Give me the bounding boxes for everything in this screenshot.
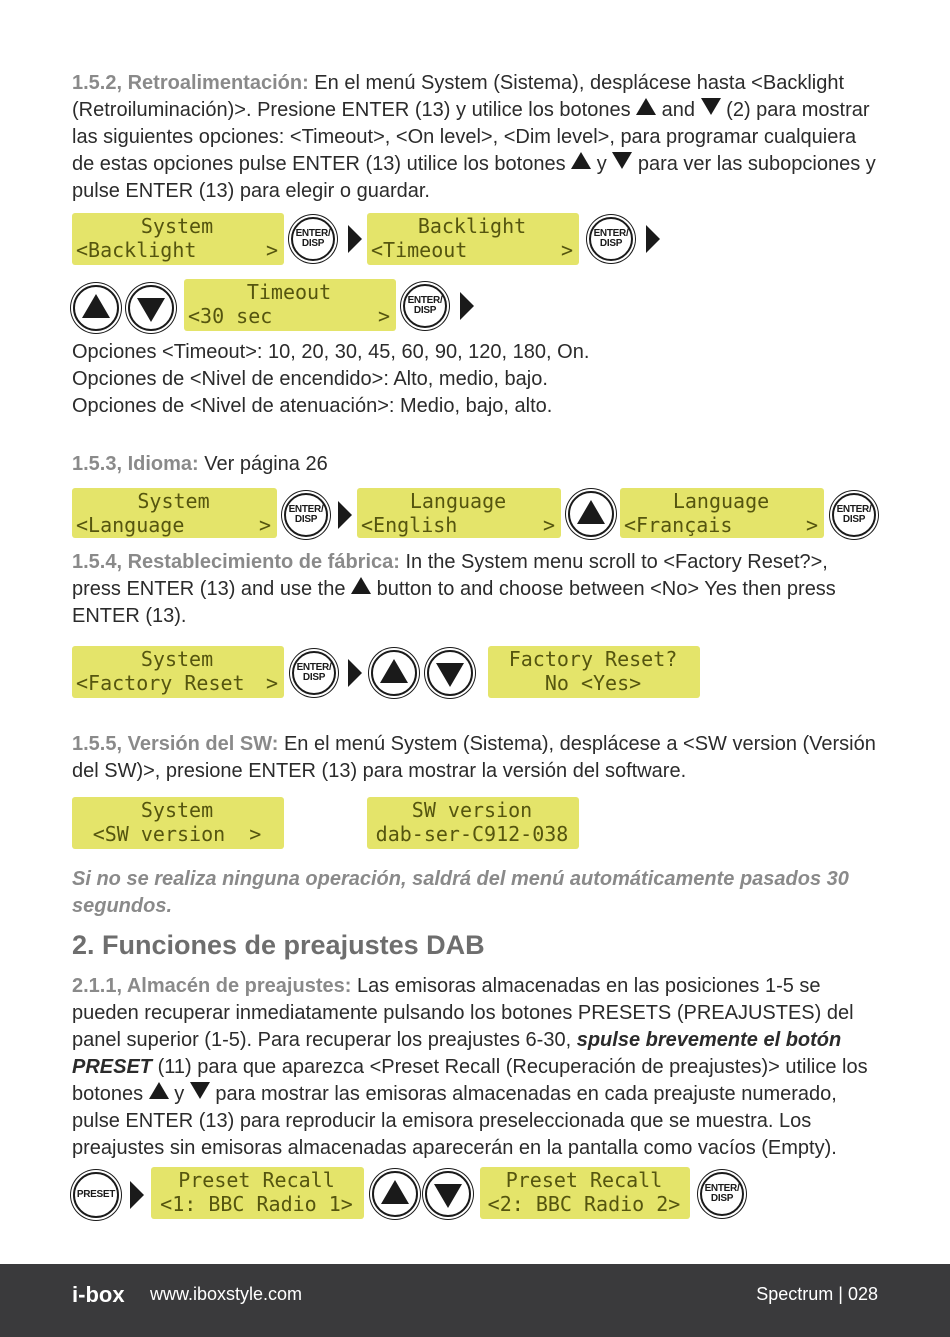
- up-button-icon: [73, 285, 119, 331]
- lcd-factory-reset-confirm: Factory Reset? No <Yes>: [488, 646, 700, 698]
- paragraph-sw-version: 1.5.5, Versión del SW: En el menú System (Sistema), desplácese a <SW version (Versión del SW)>, presione ENTER (13) para mostrar la versión del software.: [72, 733, 876, 782]
- arrow-right-icon: [348, 659, 362, 687]
- page-footer: [0, 1264, 950, 1337]
- heading-language: 1.5.3, Idioma:: [72, 453, 199, 475]
- down-triangle-icon: [190, 1082, 210, 1099]
- lcd-system-sw-version: System <SW version >: [72, 797, 284, 849]
- enter-disp-button: ENTER/ DISP: [284, 493, 328, 537]
- enter-disp-button: ENTER/ DISP: [589, 217, 633, 261]
- brand-logo: i-box: [72, 1282, 125, 1307]
- section-title: 2. Funciones de preajustes DAB: [72, 930, 485, 960]
- enter-disp-button: ENTER/ DISP: [292, 651, 336, 695]
- lcd-preset-recall-1: Preset Recall <1: BBC Radio 1>: [151, 1167, 364, 1219]
- lcd-sw-version-value: SW version dab-ser-C912-038: [367, 797, 579, 849]
- up-triangle-icon: [351, 577, 371, 594]
- arrow-right-icon: [130, 1181, 144, 1209]
- up-button-icon: [371, 650, 417, 696]
- enter-disp-button: ENTER/ DISP: [291, 217, 335, 261]
- lcd-system-language: System <Language >: [72, 488, 277, 538]
- arrow-right-icon: [646, 225, 660, 253]
- up-triangle-icon: [636, 98, 656, 115]
- paragraph-factory-reset: 1.5.4, Restablecimiento de fábrica: In the System menu scroll to <Factory Reset?>, press ENTER (13) and use the button to and choose between <No> Yes then press ENTER (13).: [72, 551, 836, 627]
- lcd-system-factory-reset: System <Factory Reset >: [72, 646, 284, 698]
- enter-disp-button: ENTER/ DISP: [700, 1172, 744, 1216]
- down-button-icon: [425, 1171, 471, 1217]
- up-button-icon: [372, 1171, 418, 1217]
- heading-factory-reset: 1.5.4, Restablecimiento de fábrica:: [72, 551, 400, 573]
- heading-preset-store: 2.1.1, Almacén de preajustes:: [72, 975, 352, 997]
- arrow-right-icon: [348, 225, 362, 253]
- enter-disp-button: ENTER/ DISP: [403, 284, 447, 328]
- down-triangle-icon: [701, 98, 721, 115]
- arrow-right-icon: [460, 292, 474, 320]
- down-button-icon: [128, 285, 174, 331]
- lcd-timeout-30sec: Timeout <30 sec >: [184, 279, 396, 331]
- lcd-language-english: Language <English >: [357, 488, 561, 538]
- dim-level-options: Opciones de <Nivel de atenuación>: Medio, bajo, alto.: [72, 395, 553, 417]
- preset-button: PRESET: [73, 1172, 119, 1218]
- arrow-right-icon: [338, 501, 352, 529]
- paragraph-preset-store: 2.1.1, Almacén de preajustes: Las emisoras almacenadas en las posiciones 1-5 se pueden recuperar inmediatamente pulsando los botones PRESETS (PREAJUSTES) del panel superior (1-5). Para recuperar los preajustes 6-30, spulse brevemente el botón PRESET (11) para que aparezca <Preset Recall (Recuperación de preajustes)> utilice los botones y para mostrar las emisoras almacenadas en cada preajuste numerado, pulse ENTER (13) para reproducir la emisora preseleccionada que se muestra. Los preajustes sin emisoras almacenadas aparecerán en la pantalla como vacíos (Empty).: [72, 975, 868, 1159]
- page-number: Spectrum | 028: [756, 1284, 878, 1304]
- website-link[interactable]: www.iboxstyle.com: [150, 1284, 303, 1304]
- timeout-note: Si no se realiza ninguna operación, saldrá del menú automáticamente pasados 30 segundos.: [72, 868, 849, 917]
- lcd-language-francais: Language <Français >: [620, 488, 824, 538]
- on-level-options: Opciones de <Nivel de encendido>: Alto, medio, bajo.: [72, 368, 548, 390]
- paragraph-backlight: 1.5.2, Retroalimentación: En el menú System (Sistema), desplácese hasta <Backlight (Retroiluminación)>. Presione ENTER (13) y utilice los botones and (2) para mostrar las siguientes opciones: <Timeout>, <On level>, <Dim level>, para programar cualquiera de estas opciones pulse ENTER (13) utilice los botones y para ver las subopciones y pulse ENTER (13) para elegir o guardar.: [72, 72, 876, 202]
- up-triangle-icon: [571, 152, 591, 169]
- timeout-options: Opciones <Timeout>: 10, 20, 30, 45, 60, 90, 120, 180, On.: [72, 341, 590, 363]
- lcd-preset-recall-2: Preset Recall <2: BBC Radio 2>: [480, 1167, 690, 1219]
- lcd-system-backlight: System <Backlight >: [72, 213, 284, 265]
- up-triangle-icon: [149, 1082, 169, 1099]
- heading-sw-version: 1.5.5, Versión del SW:: [72, 733, 279, 755]
- paragraph-language: 1.5.3, Idioma: Ver página 26: [72, 453, 328, 475]
- down-button-icon: [427, 650, 473, 696]
- lcd-backlight-timeout: Backlight <Timeout >: [367, 213, 579, 265]
- heading-backlight: 1.5.2, Retroalimentación:: [72, 72, 309, 94]
- up-button-icon: [568, 491, 614, 537]
- enter-disp-button: ENTER/ DISP: [832, 493, 876, 537]
- down-triangle-icon: [612, 152, 632, 169]
